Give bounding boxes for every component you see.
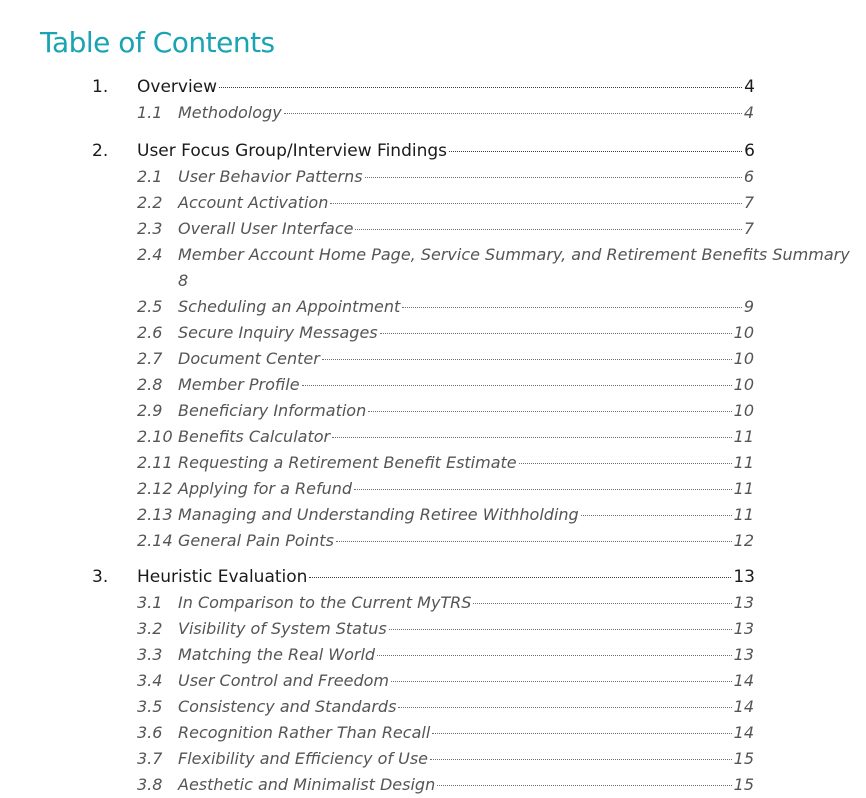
dot-leader: [437, 785, 731, 786]
toc-entry-page: 4: [744, 77, 755, 97]
toc-entry-title: Overall User Interface: [178, 219, 354, 238]
toc-entry-number: 2.4: [137, 245, 163, 264]
toc-entry[interactable]: [0, 320, 866, 346]
toc-entry-title: Account Activation: [178, 193, 329, 212]
toc-entry-title: User Focus Group/Interview Findings: [137, 141, 448, 161]
toc-entry-number: 3.2: [137, 619, 163, 638]
toc-entry-number: 3.7: [137, 749, 163, 768]
toc-entry-title: User Control and Freedom: [178, 671, 390, 690]
toc-entry-page: 6: [743, 167, 754, 186]
toc-entry-page: 13: [733, 567, 755, 587]
toc-entry[interactable]: [0, 294, 866, 320]
toc-entry[interactable]: [0, 398, 866, 424]
dot-leader: [377, 655, 732, 656]
toc-entry-number: 2.2: [137, 193, 163, 212]
toc-entry[interactable]: [0, 642, 866, 668]
toc-entry[interactable]: [0, 74, 866, 100]
toc-entry-number: 3.: [92, 567, 109, 587]
dot-leader: [355, 229, 741, 230]
dot-leader: [398, 707, 731, 708]
toc-entry-title: Methodology: [178, 103, 282, 122]
toc-entry-page: 7: [743, 219, 754, 238]
toc-entry-title: User Behavior Patterns: [178, 167, 363, 186]
dot-leader: [284, 113, 742, 114]
toc-entry[interactable]: [0, 346, 866, 372]
toc-entry-title: Heuristic Evaluation: [137, 567, 308, 587]
toc-entry-number: 3.3: [137, 645, 163, 664]
toc-entry-number: 2.5: [137, 297, 163, 316]
toc-entry-page: 11: [733, 479, 754, 498]
toc-entry-title: Matching the Real World: [178, 645, 376, 664]
toc-entry-number: 3.5: [137, 697, 163, 716]
dot-leader: [368, 411, 731, 412]
toc-entry-page: 10: [733, 375, 754, 394]
toc-entry-page: 9: [743, 297, 754, 316]
toc-entry-number: 2.6: [137, 323, 163, 342]
toc-entry-number: 3.6: [137, 723, 163, 742]
toc-entry-number: 2.13: [137, 505, 173, 524]
toc-entry-page: 12: [733, 531, 754, 550]
toc-entry[interactable]: [0, 772, 866, 798]
toc-entry-page: 11: [733, 427, 754, 446]
toc-entry[interactable]: [0, 138, 866, 164]
toc-entry-title: Scheduling an Appointment: [178, 297, 401, 316]
toc-entry-page: 14: [733, 697, 754, 716]
toc-entry[interactable]: [0, 502, 866, 528]
toc-entry-page: 8: [178, 271, 189, 290]
dot-leader: [449, 151, 742, 152]
toc-entry-page: 15: [733, 775, 754, 794]
toc-entry[interactable]: [0, 564, 866, 590]
dot-leader: [391, 681, 732, 682]
dot-leader: [473, 603, 731, 604]
dot-leader: [330, 203, 741, 204]
toc-entry[interactable]: [0, 216, 866, 242]
toc-entry-title: Benefits Calculator: [178, 427, 331, 446]
toc-entry-page: 14: [733, 671, 754, 690]
dot-leader: [219, 87, 742, 88]
toc-entry-number: 2.9: [137, 401, 163, 420]
toc-entry-title: Requesting a Retirement Benefit Estimate: [178, 453, 517, 472]
dot-leader: [389, 629, 732, 630]
toc-entry-title: In Comparison to the Current MyTRS: [178, 593, 472, 612]
toc-entry[interactable]: [0, 424, 866, 450]
toc-entry-page: 6: [744, 141, 755, 161]
toc-entry-number: 1.1: [137, 103, 163, 122]
toc-entry-title: Consistency and Standards: [178, 697, 397, 716]
toc-entry-page: 13: [733, 619, 754, 638]
toc-entry-title: Member Profile: [178, 375, 300, 394]
toc-entry-title: Overview: [137, 77, 218, 97]
toc-entry[interactable]: [0, 164, 866, 190]
toc-entry-page: 15: [733, 749, 754, 768]
dot-leader: [322, 359, 732, 360]
toc-entry-number: 2.: [92, 141, 109, 161]
dot-leader: [354, 489, 732, 490]
toc-entry-page: 11: [733, 505, 754, 524]
toc-entry-title: Managing and Understanding Retiree Withholding: [178, 505, 579, 524]
toc-entry-number: 3.1: [137, 593, 163, 612]
toc-title: Table of Contents: [40, 26, 275, 59]
toc-entry[interactable]: [0, 242, 866, 290]
toc-entry[interactable]: [0, 720, 866, 746]
toc-entry-title: Flexibility and Efficiency of Use: [178, 749, 428, 768]
dot-leader: [402, 307, 742, 308]
toc-entry[interactable]: [0, 100, 866, 126]
dot-leader: [309, 577, 731, 578]
toc-entry-number: 2.1: [137, 167, 163, 186]
toc-entry[interactable]: [0, 476, 866, 502]
toc-entry[interactable]: [0, 746, 866, 772]
toc-entry-page: 13: [733, 593, 754, 612]
toc-entry-title: Applying for a Refund: [178, 479, 353, 498]
toc-entry-title: Member Account Home Page, Service Summary, and Retirement Benefits Summary: [178, 245, 850, 264]
toc-entry-title: Document Center: [178, 349, 320, 368]
toc-entry[interactable]: [0, 190, 866, 216]
toc-entry-page: 14: [733, 723, 754, 742]
dot-leader: [380, 333, 732, 334]
toc-entry-number: 2.14: [137, 531, 173, 550]
toc-entry-title: Recognition Rather Than Recall: [178, 723, 431, 742]
dot-leader: [581, 515, 732, 516]
dot-leader: [336, 541, 732, 542]
toc-entry-number: 3.8: [137, 775, 163, 794]
dot-leader: [332, 437, 732, 438]
toc-entry-number: 2.3: [137, 219, 163, 238]
toc-entry-page: 4: [743, 103, 754, 122]
toc-entry-page: 10: [733, 323, 754, 342]
toc-entry-number: 1.: [92, 77, 109, 97]
toc-entry-number: 2.11: [137, 453, 173, 472]
toc-entry-title: Beneficiary Information: [178, 401, 367, 420]
toc-entry[interactable]: [0, 528, 866, 554]
toc-entry-number: 2.8: [137, 375, 163, 394]
toc-entry-page: 11: [733, 453, 754, 472]
dot-leader: [430, 759, 732, 760]
dot-leader: [432, 733, 731, 734]
toc-entry-page: 7: [743, 193, 754, 212]
toc-entry-number: 2.7: [137, 349, 163, 368]
toc-entry-page: 10: [733, 401, 754, 420]
toc-entry[interactable]: [0, 590, 866, 616]
toc-entry-number: 3.4: [137, 671, 163, 690]
toc-entry[interactable]: [0, 694, 866, 720]
dot-leader: [302, 385, 732, 386]
toc-entry-title: Aesthetic and Minimalist Design: [178, 775, 436, 794]
dot-leader: [365, 177, 742, 178]
toc-entry-title: General Pain Points: [178, 531, 334, 550]
toc-entry-page: 13: [733, 645, 754, 664]
toc-entry[interactable]: [0, 616, 866, 642]
toc-entry-page: 10: [733, 349, 754, 368]
toc-entry[interactable]: [0, 668, 866, 694]
toc-entry[interactable]: [0, 372, 866, 398]
toc-entry[interactable]: [0, 450, 866, 476]
toc-entry-number: 2.10: [137, 427, 173, 446]
toc-entry-number: 2.12: [137, 479, 173, 498]
toc-entry-title: Visibility of System Status: [178, 619, 387, 638]
toc-entry-title: Secure Inquiry Messages: [178, 323, 378, 342]
dot-leader: [519, 463, 732, 464]
